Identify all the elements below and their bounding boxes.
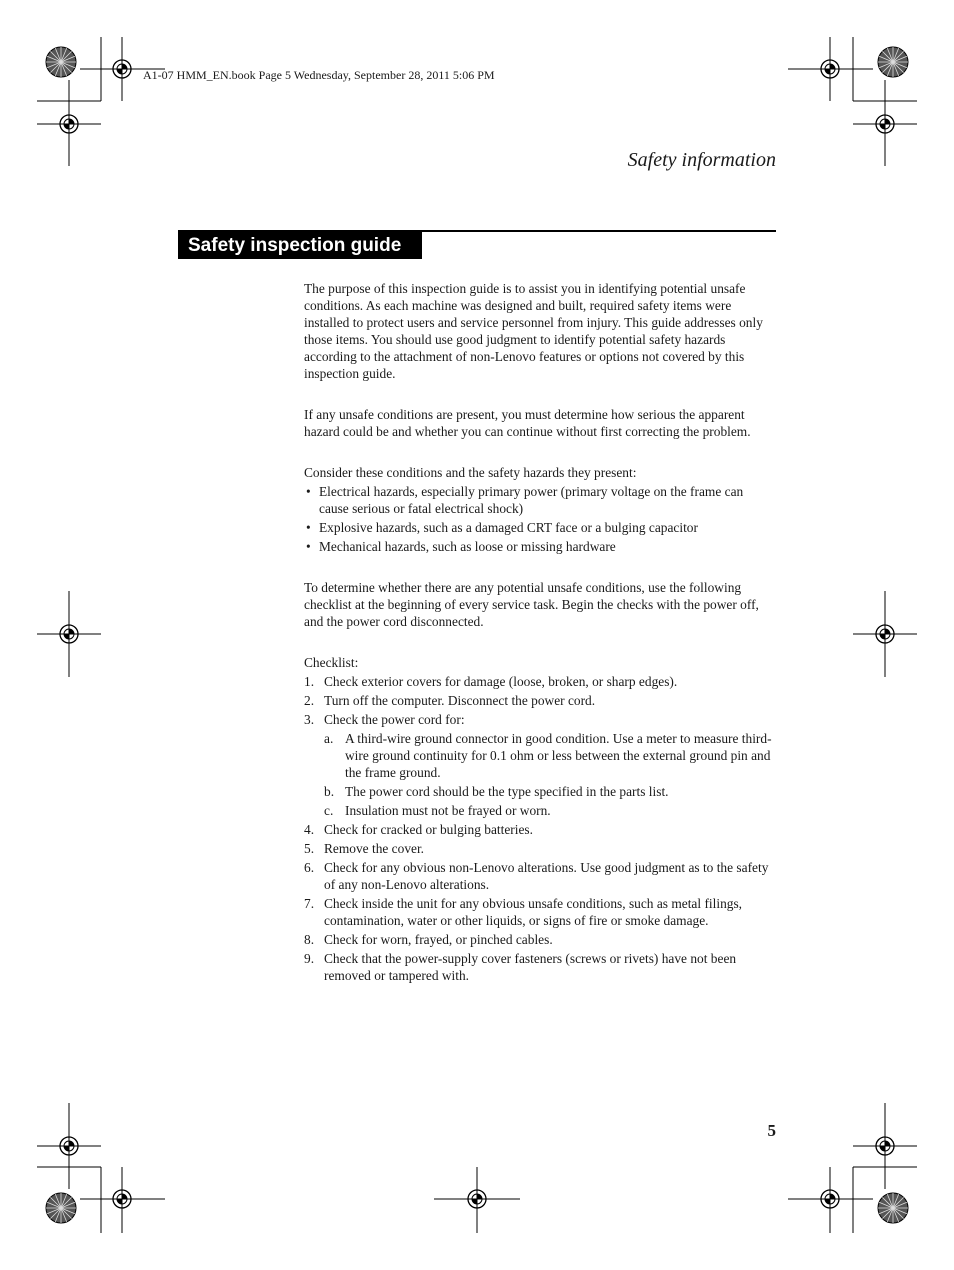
item-text: Check that the power-supply cover fasteners (screws or rivets) have not been removed or tampered with. (324, 951, 737, 983)
hazard-text: Explosive hazards, such as a damaged CRT face or a bulging capacitor (319, 520, 698, 535)
consider-paragraph: Consider these conditions and the safety hazards they present: (304, 465, 637, 480)
list-item (304, 711, 776, 819)
list-item (304, 950, 776, 984)
item-text: The power cord should be the type specified in the parts list. (345, 784, 669, 799)
item-text: Insulation must not be frayed or worn. (345, 803, 551, 818)
list-item (304, 483, 776, 517)
item-text: Remove the cover. (324, 841, 425, 856)
list-item (304, 859, 776, 893)
item-number: 4. (304, 822, 315, 837)
list-item (324, 730, 776, 781)
hazard-text: Electrical hazards, especially primary power (primary voltage on the frame can cause serious or fatal electrical shock) (319, 484, 744, 516)
bullet-marker: • (306, 539, 311, 554)
bullet-marker: • (306, 484, 311, 499)
list-item (304, 821, 776, 838)
item-number: 8. (304, 932, 315, 947)
list-item (304, 931, 776, 948)
body-text (304, 280, 776, 984)
list-item (304, 673, 776, 690)
item-text: Check inside the unit for any obvious unsafe conditions, such as metal filings, contamination, water or other liquids, or signs of fire or smoke damage. (324, 896, 743, 928)
book-info-slug: A1-07 HMM_EN.book Page 5 Wednesday, September 28, 2011 5:06 PM (143, 68, 495, 82)
item-letter: b. (324, 784, 335, 799)
item-number: 7. (304, 896, 315, 911)
checklist (304, 673, 776, 984)
purpose-paragraph: The purpose of this inspection guide is to assist you in identifying potential unsafe conditions. As each machine was designed and built, required safety items were installed to protect users and service personnel from injury. This guide addresses only those items. You should use good judgment to identify potential safety hazards according to the attachment of non-Lenovo features or options not covered by this inspection guide. (304, 281, 763, 381)
item-text: Turn off the computer. Disconnect the power cord. (324, 693, 596, 708)
list-item (304, 519, 776, 536)
item-text: Check for cracked or bulging batteries. (324, 822, 533, 837)
hazard-list (304, 483, 776, 555)
item-text: Check for any obvious non-Lenovo alterations. Use good judgment as to the safety of any non-Lenovo alterations. (324, 860, 769, 892)
power-cord-sublist (324, 730, 776, 819)
section-title: Safety inspection guide (178, 232, 422, 259)
item-letter: a. (324, 731, 334, 746)
item-letter: c. (324, 803, 334, 818)
bullet-marker: • (306, 520, 311, 535)
list-item (304, 538, 776, 555)
item-number: 9. (304, 951, 315, 966)
list-item (324, 783, 776, 800)
hazard-text: Mechanical hazards, such as loose or missing hardware (319, 539, 616, 554)
unsafe-conditions-paragraph: If any unsafe conditions are present, you must determine how serious the apparent hazard could be and whether you can continue without first correcting the problem. (304, 407, 751, 439)
item-text: A third-wire ground connector in good condition. Use a meter to measure third-wire ground continuity for 0.1 ohm or less between the external ground pin and the frame ground. (345, 731, 772, 780)
item-number: 6. (304, 860, 315, 875)
item-number: 3. (304, 712, 315, 727)
item-text: Check for worn, frayed, or pinched cables. (324, 932, 553, 947)
item-text: Check the power cord for: (324, 712, 465, 727)
determine-paragraph: To determine whether there are any potential unsafe conditions, use the following checklist at the beginning of every service task. Begin the checks with the power off, and the power cord disconnected. (304, 580, 759, 629)
item-text: Check exterior covers for damage (loose, broken, or sharp edges). (324, 674, 678, 689)
list-item (304, 895, 776, 929)
item-number: 2. (304, 693, 315, 708)
checklist-label: Checklist: (304, 655, 359, 670)
list-item (304, 692, 776, 709)
list-item (304, 840, 776, 857)
running-header: Safety information (627, 149, 776, 171)
item-number: 1. (304, 674, 315, 689)
item-number: 5. (304, 841, 315, 856)
page-number: 5 (767, 1121, 776, 1140)
list-item (324, 802, 776, 819)
